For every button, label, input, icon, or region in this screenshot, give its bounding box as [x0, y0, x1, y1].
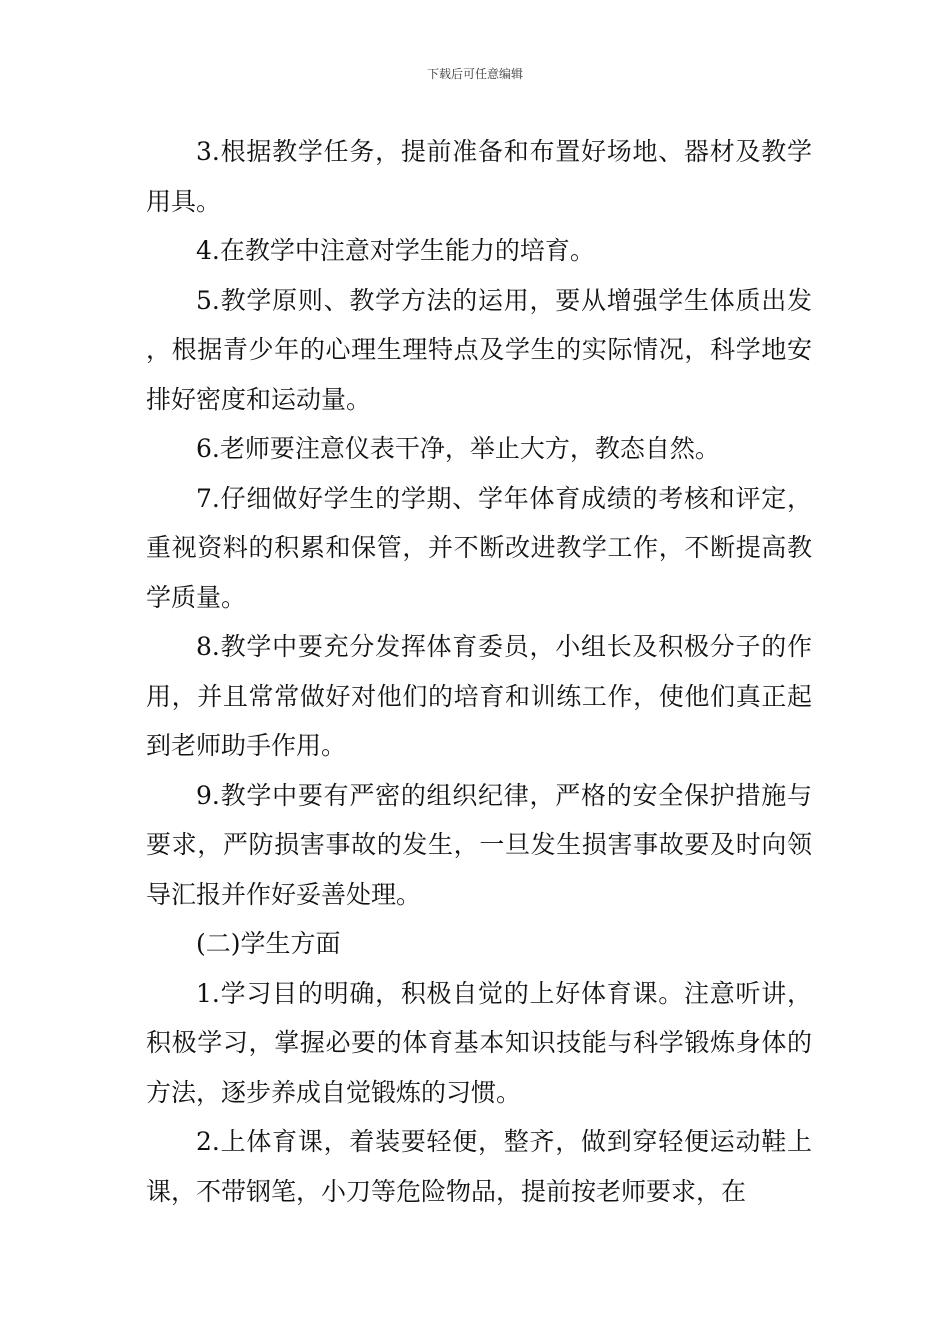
paragraph-teacher-9: 9.教学中要有严密的组织纪律，严格的安全保护措施与要求，严防损害事故的发生，一旦发生损害事故要及时向领导汇报并作好妥善处理。: [146, 780, 812, 909]
paragraph-student-1: 1.学习目的明确，积极自觉的上好体育课。注意听讲，积极学习，掌握必要的体育基本知识技能与科学锻炼身体的方法，逐步养成自觉锻炼的习惯。: [146, 978, 812, 1107]
paragraph-teacher-8: 8.教学中要充分发挥体育委员，小组长及积极分子的作用，并且常常做好对他们的培育和训练工作，使他们真正起到老师助手作用。: [146, 632, 812, 760]
paragraph-teacher-3: 3.根据教学任务，提前准备和布置好场地、器材及教学用具。: [146, 137, 812, 216]
page-header: 下载后可任意编辑: [426, 67, 523, 81]
paragraph-teacher-7: 7.仔细做好学生的学期、学年体育成绩的考核和评定，重视资料的积累和保管，并不断改进教学工作，不断提高教学质量。: [146, 483, 812, 612]
paragraph-teacher-5: 5.教学原则、教学方法的运用，要从增强学生体质出发，根据青少年的心理生理特点及学生的实际情况，科学地安排好密度和运动量。: [146, 285, 812, 414]
section-heading-students: (二)学生方面: [196, 929, 341, 958]
paragraph-teacher-6: 6.老师要注意仪表干净，举止大方，教态自然。: [196, 434, 720, 463]
paragraph-student-2: 2.上体育课，着装要轻便，整齐，做到穿轻便运动鞋上课，不带钢笔，小刀等危险物品，提前按老师要求，在: [146, 1127, 812, 1206]
paragraph-teacher-4: 4.在教学中注意对学生能力的培育。: [196, 236, 595, 265]
document-body: [146, 127, 812, 1216]
